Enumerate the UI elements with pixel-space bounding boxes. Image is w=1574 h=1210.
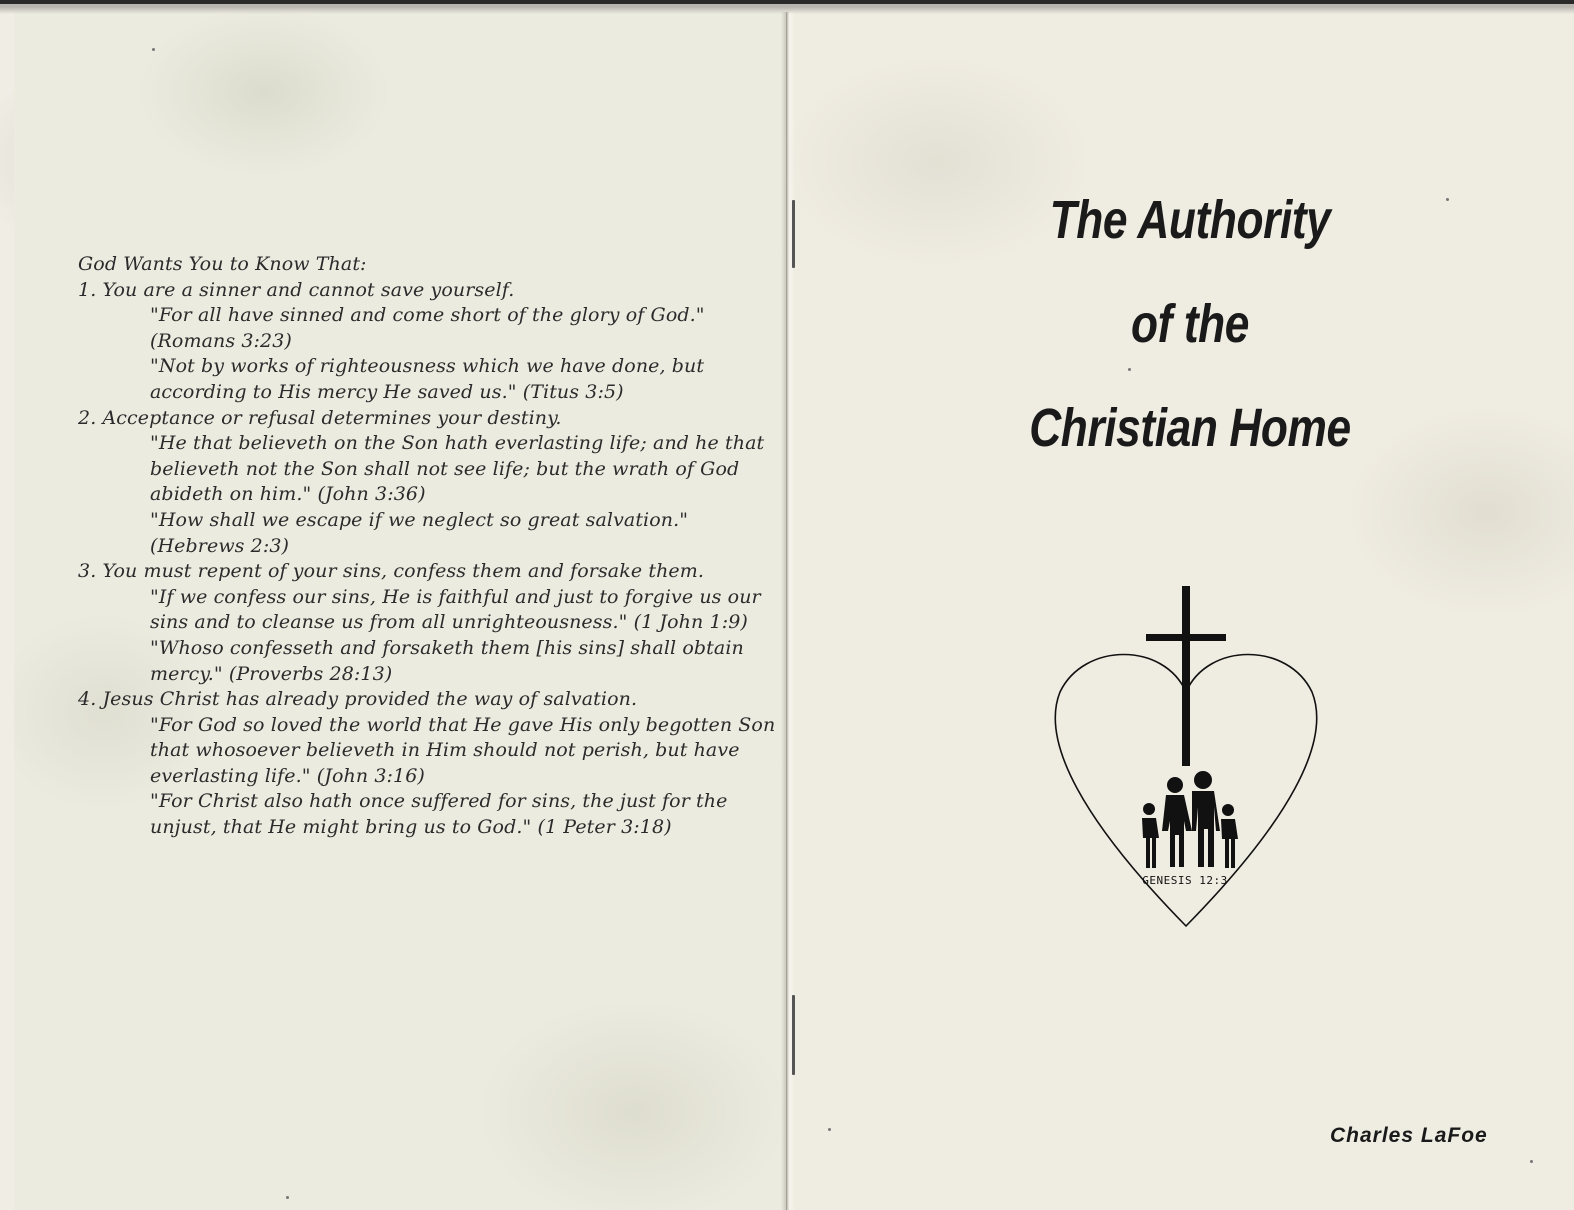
tract-verse: "Not by works of righteousness which we have done, but according to His mercy He saved us." (Titus 3:5) xyxy=(150,355,705,403)
cross-icon xyxy=(1146,586,1226,766)
tract-verse: "If we confess our sins, He is faithful and just to forgive us our sins and to cleanse us from all unrighteousness." (1 John 1:9) xyxy=(150,585,761,634)
tract-verse: "How shall we escape if we neglect so great salvation." (Hebrews 2:3) xyxy=(150,508,689,557)
paper-speck xyxy=(828,1128,831,1131)
emblem-reference-text: GENESIS 12:3 xyxy=(1142,874,1228,887)
tract-verse: "For God so loved the world that He gave His only begotten Son that whosoever believeth in Him should not perish, but have everlasting life." (John 3:16) xyxy=(150,713,776,787)
title-line-3: Christian Home xyxy=(1029,398,1351,458)
paper-speck xyxy=(1530,1160,1533,1163)
author-name: Charles LaFoe xyxy=(1330,1124,1488,1147)
tract-heading: God Wants You to Know That: xyxy=(78,253,367,275)
tract-point-2: 2. Acceptance or refusal determines your destiny. xyxy=(78,406,562,429)
paper-speck xyxy=(152,48,155,51)
tract-point-3: 3. You must repent of your sins, confess them and forsake them. xyxy=(78,560,705,583)
tract-point-4: 4. Jesus Christ has already provided the way of salvation. xyxy=(78,688,638,711)
paper-speck xyxy=(286,1196,289,1199)
staple-bottom xyxy=(792,995,795,1075)
scan-top-edge xyxy=(0,0,1574,14)
title-line-1: The Authority xyxy=(1049,190,1331,250)
salvation-tract-text xyxy=(78,252,778,841)
tract-verse: "Whoso confesseth and forsaketh them [his sins] shall obtain mercy." (Proverbs 28:13) xyxy=(150,636,744,685)
paper-speck xyxy=(1446,198,1449,201)
booklet-title xyxy=(990,168,1390,480)
tract-verse: "For Christ also hath once suffered for sins, the just for the unjust, that He might bring us to God." (1 Peter 3:18) xyxy=(150,790,728,839)
staple-top xyxy=(792,200,795,268)
family-silhouette-icon xyxy=(1142,771,1238,868)
tract-verse: "For all have sinned and come short of the glory of God." (Romans 3:23) xyxy=(150,304,705,352)
tract-point-1: 1. You are a sinner and cannot save yourself. xyxy=(78,278,515,301)
title-line-2: of the xyxy=(1130,294,1250,354)
paper-speck xyxy=(1128,368,1131,371)
tract-verse: "He that believeth on the Son hath everlasting life; and he that believeth not the Son shall not see life; but the wrath of God abideth on him." (John 3:36) xyxy=(150,432,765,506)
